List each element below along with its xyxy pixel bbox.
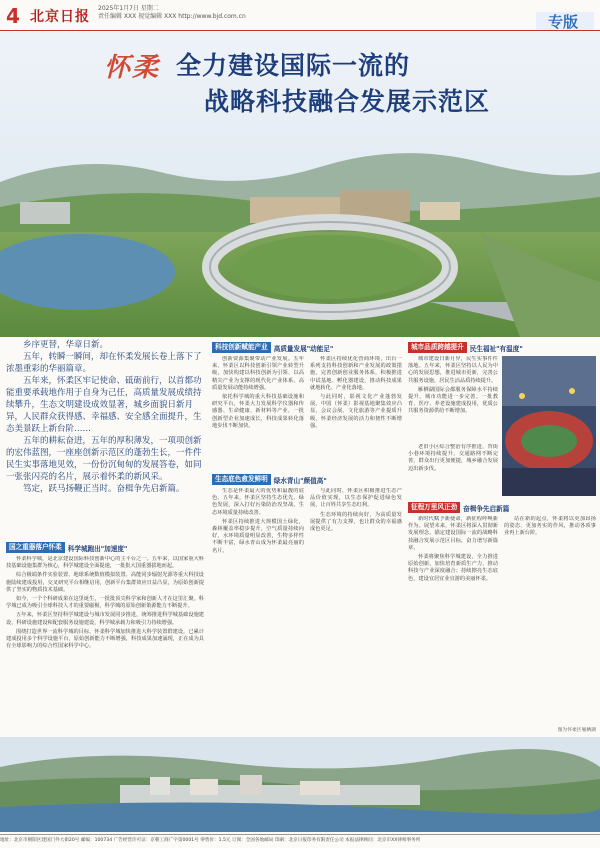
body-paragraph: 围绕打造世界一流科学城的目标，怀柔科学城加快推进大科学装置群建设，已累计建成投用多个科学设施平台，原始创新能力不断增强，科技成果加速涌现，正在成为具有全球影响力的综合性国家科学中心。 — [6, 628, 204, 650]
issue-date: 2025年1月7日 星期二 — [98, 5, 159, 12]
headline-line-1: 全力建设国际一流的 — [176, 51, 411, 80]
body-paragraph: 依托科学城的重大科技基础设施和研究平台，怀柔大力发展科学仪器和传感器、生命健康、新材料等产业，一批创新型企业加速成长，科技成果转化落地步伐不断加快。 — [212, 394, 304, 429]
body-paragraph: 怀柔将聚焦科学城建设，全力推进原始创新，加快培育新质生产力，推动科技与产业深度融合；持续擦亮生态底色，建设宜居宜业宜游的美丽怀柔。 — [408, 554, 498, 582]
section-title: 民生福祉"有温度" — [469, 344, 523, 353]
body-paragraph: 怀柔区持续优化营商环境，出台一系列支持科技创新和产业发展的政策措施，完善创新创业服务体系，积极推进中试基地、孵化器建设，推动科技成果就地转化、产业化落地。 — [310, 356, 402, 391]
body-paragraph: 如今，一个个科研成果在这里诞生，一批批顶尖科学家和创新人才在这里汇聚。科学城已成为吸引全球科技人才的重要磁极，科学城的原始创新策源能力不断提升。 — [6, 596, 204, 610]
section-body-4b — [310, 488, 402, 732]
section-body-3b — [408, 444, 498, 496]
lead-paragraph: 笃定，跃马扬鞭正当时。奋楫争先启新篇。 — [23, 484, 185, 494]
section-tag: 国之重器落户怀柔 — [6, 542, 65, 553]
special-label: 专版 — [548, 13, 579, 31]
edition-meta: 责任编辑 XXX 视觉编辑 XXX http://www.bjd.com.cn — [98, 13, 246, 20]
lead-section — [6, 339, 206, 495]
section-tag: 征程万里风正劲 — [408, 502, 460, 513]
body-paragraph: 生态环境的持续向好，为高质量发展提供了有力支撑，也让群众的幸福感成色更足。 — [310, 511, 402, 533]
lead-paragraph: 五年来，怀柔区牢记使命、砥砺前行，以首都功能重要承载地作用于自身为己任，高质量发展成绩持续攀升，生态文明建设成效显著，城乡面貌日新月异，人民群众获得感、幸福感、安全感全面提升，生态美景跃上新台阶…… — [6, 376, 202, 434]
masthead — [0, 0, 600, 31]
body-paragraph: 站在新的起点，怀柔将以更加昂扬的姿态、更加务实的作风，推动各项事业再上新台阶。 — [504, 516, 596, 537]
photo-caption: 图为怀柔区雁栖湖 — [557, 728, 596, 733]
body-paragraph: 综合极端条件实验装置、地球系统数值模拟装置、高能同步辐射光源等重大科技设施陆续建成投用，交叉研究平台相继启用，创新平台集群效应日益凸显，为原始创新提供了坚实的物质技术基础。 — [6, 572, 204, 593]
footer-info: 地址：北京市朝阳区建国门外大街20号 邮编：100734 广告经营许可证：京朝工商广字第0001号 零售价：1.5元 订阅：全国各地邮局 印刷：北京日报印务有限责任公司 本报法律顾问：北京市XX律师事务所 — [0, 834, 600, 848]
stadium-illustration — [502, 356, 596, 496]
section-body-5b — [504, 516, 596, 724]
page-number: 4 — [6, 4, 20, 28]
bottom-panorama-photo — [0, 737, 600, 832]
dateline — [98, 5, 246, 21]
stadium-photo — [502, 356, 596, 496]
section-body-1 — [6, 556, 204, 732]
section-heading-2 — [212, 342, 402, 353]
body-paragraph: 与此同时，怀柔区积极推进生态产品价值实现，以生态保护促进绿色发展，让百姓共享生态红利。 — [310, 488, 402, 509]
body-paragraph: 五年来，怀柔区坚持科学城建设与城市发展同步推进，统筹推进科学城基础设施建设、科研设施建设和配套服务设施建设，科学城承载力和吸引力持续增强。 — [6, 612, 204, 626]
section-tag: 城市品质跨越提升 — [408, 342, 467, 353]
section-title: 高质量发展"动能足" — [273, 344, 334, 353]
newspaper-logo: 北京日报 — [30, 9, 90, 25]
section-tag: 科技创新赋能产业 — [212, 342, 271, 353]
lead-paragraph: 乡序更替，华章日新。 — [23, 340, 109, 350]
section-heading-4 — [212, 474, 402, 485]
body-paragraph: 老旧小区综合整治有序推进，背街小巷环境持续提升，交通路网不断完善，群众出行更加便捷，城乡融合发展迈出新步伐。 — [408, 444, 498, 472]
section-body-4a — [212, 488, 304, 732]
headline-line-2: 战略科技融合发展示范区 — [204, 87, 491, 116]
section-tag: 生态底色愈发鲜明 — [212, 474, 271, 485]
body-paragraph: 城市建设日新月异，民生实事件件落地。五年来，怀柔区坚持以人民为中心的发展思想，推进城市更新，完善公共服务设施，居民生活品质持续提升。 — [408, 356, 498, 384]
section-title: 科学城跑出"加速度" — [67, 544, 128, 553]
section-heading-5 — [408, 502, 596, 513]
section-heading-3 — [408, 342, 596, 353]
body-paragraph: 雁栖湖国际会都服务保障水平持续提升，城市功能进一步完善。一批教育、医疗、养老设施建成投用，优质公共服务资源供给不断增加。 — [408, 386, 498, 415]
body-paragraph: 与此同时，影视文化产业蓬勃发展，中国（怀柔）影视基地聚集效应凸显，会议会展、文化旅游等产业提质升级，怀柔经济发展的活力和韧性不断增强。 — [310, 394, 402, 429]
body-paragraph: 生态是怀柔最大的优势和最靓的底色。五年来，怀柔区坚持生态优先、绿色发展，深入打好污染防治攻坚战，生态环境质量持续改善。 — [212, 488, 304, 516]
body-paragraph: 新时代赋予新使命，新征程呼唤新作为。展望未来，怀柔区将深入贯彻新发展理念，锚定建设国际一流的战略科技融合发展示范区目标，奋力谱写新篇章。 — [408, 516, 498, 551]
lead-paragraph: 五年的耕耘奋进，五年的厚积薄发，一项项创新的宏伟蓝图，一座座创新示范区的蓬勃生长，一件件民生实事落地见效，一份份沉甸甸的发展答卷，如同一张张闪亮的名片，展示着怀柔的新风采。 — [6, 436, 202, 482]
body-paragraph: 怀柔区持续推进大规模国土绿化，森林覆盖率稳步提升，空气质量持续向好，水环境质量明显改善，生物多样性不断丰富，绿水青山成为怀柔最亮丽的名片。 — [212, 518, 304, 554]
headline-place: 怀柔 — [104, 53, 161, 83]
body-paragraph: 怀柔科学城，是北京建设国际科技创新中心的主平台之一。五年来，以国家重大科技基础设施集群为核心，科学城建设全面提速，一批批大国重器拔地而起。 — [6, 556, 204, 570]
section-body-2a — [212, 356, 304, 468]
body-paragraph: 创新资源集聚带动产业发展。五年来，怀柔区以科技创新引领产业转型升级，加快构建以科技创新为引领、以高精尖产业为支撑的现代化产业体系，高质量发展动能持续增强。 — [212, 356, 304, 391]
section-title: 奋楫争先启新篇 — [463, 504, 510, 513]
section-body-5a — [408, 516, 498, 724]
section-heading-1 — [6, 542, 206, 553]
section-title: 绿水青山"颜值高" — [273, 476, 327, 485]
lakeside-town-illustration — [0, 737, 600, 832]
section-body-2b — [310, 356, 402, 468]
lead-paragraph: 五年，转瞬一瞬间，却在怀柔发展长卷上落下了浓墨重彩的华丽篇章。 — [6, 352, 202, 374]
